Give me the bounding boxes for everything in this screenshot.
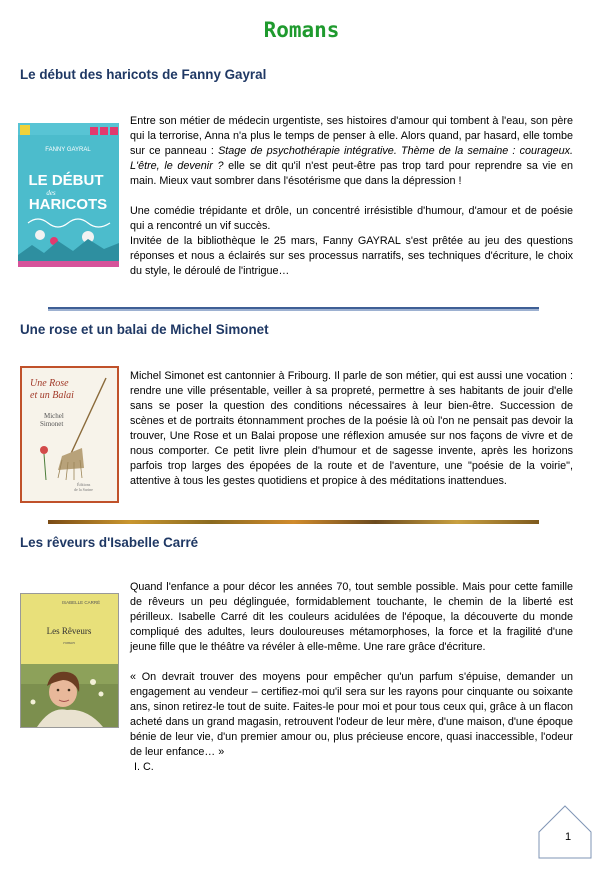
section-divider-ornamental bbox=[48, 520, 539, 524]
cover-title-line1: LE DÉBUT bbox=[28, 172, 104, 189]
book-cover-rose-balai-art bbox=[22, 368, 117, 501]
book-summary-reveurs bbox=[130, 580, 573, 775]
page-title: Romans bbox=[263, 18, 340, 42]
summary-haricots-quote: Stage de psychothérapie intégrative. Thème de la semaine : courageux. L'être, le devenir ? bbox=[130, 145, 574, 172]
book-cover-haricots bbox=[18, 123, 119, 267]
cover2-title-line1: Une Rose bbox=[30, 378, 69, 389]
book-cover-reveurs-art bbox=[21, 594, 118, 727]
book-cover-reveurs bbox=[20, 593, 119, 728]
summary-reveurs-text: Quand l'enfance a pour décor les années 70, tout semble possible. Mais pour cette famille de rêveurs un peu déglinguée, formidablement touchante, le chemin de la liberté est périlleux. Isabelle Carré dit les couleurs acidulées de l'époque, la découverte du monde compliqué des adultes, leurs douloureuses métamorphoses, la force et la fragilité d'une jeune fille que le théâtre va révéler à elle-même. Une rare grâce d'écriture. bbox=[130, 581, 573, 653]
cover3-author: ISABELLE CARRÉ bbox=[61, 600, 101, 605]
cover2-publisher-line1: Éditions bbox=[77, 482, 91, 487]
cover2-author-line1: Michel bbox=[44, 412, 64, 420]
book-cover-rose-balai bbox=[20, 366, 119, 503]
cover-title-line2: des bbox=[46, 189, 56, 197]
book-heading-haricots: Le début des haricots de Fanny Gayral bbox=[20, 67, 267, 82]
summary-reveurs-signature: I. C. bbox=[134, 761, 154, 773]
cover-author-text: FANNY GAYRAL bbox=[45, 147, 91, 153]
page-number: 1 bbox=[565, 831, 572, 843]
book-heading-rose-balai: Une rose et un balai de Michel Simonet bbox=[20, 322, 269, 337]
cover3-title: Les Rêveurs bbox=[46, 626, 92, 636]
cover-title-line3: HARICOTS bbox=[28, 196, 108, 213]
book-heading-reveurs: Les rêveurs d'Isabelle Carré bbox=[20, 535, 199, 550]
summary-haricots-comedy: Une comédie trépidante et drôle, un concentré irrésistible d'humour, d'amour et de poésie qui a rencontré un vif succès. bbox=[130, 205, 573, 232]
book-summary-haricots bbox=[130, 114, 573, 279]
cover2-author-line2: Simonet bbox=[40, 420, 64, 428]
book-summary-rose-balai: Michel Simonet est cantonnier à Fribourg. Il parle de son métier, qui est aussi une vocation : rendre une ville présentable, veiller à sa propreté, permettre à ses habitants de jouir d'elle sans se poser la question des conditions nécessaires à leur bien-être. Succession de scènes et de portraits étonnamment proches de la poésie là où l'on ne pensait pas devoir la trouver, Une Rose et un Balai propose une réflexion amusée sur nos façons de vivre et de nous comporter. Ce petit livre plein d'humour et de sagesse invente, après les horizons parfois trop larges des épopées de la route et de l'aventure, une "poésie de la voirie", attentive à tous les gestes quotidiens et propice à des méditations inattendues. bbox=[130, 370, 573, 487]
cover2-publisher-line2: de la Sarine bbox=[74, 487, 93, 492]
summary-haricots-part1: Entre son métier de médecin urgentiste, ses histoires d'amour qui tombent à l'eau, son père qui la terrorise, Anna n'a plus le temps de penser à elle. Alors quand, par hasard, elle tombe sur ce panneau : bbox=[130, 115, 573, 157]
summary-reveurs-quote: « On devrait trouver des moyens pour empêcher qu'un parfum s'épuise, demander un engagement au vendeur – certifiez-moi qu'il sera sur les rayons pour cinquante ou soixante ans, sinon retirez-le tout de suite. Faites-le pour moi et pour tous ceux qui, grâce à un flacon acheté dans un grand magasin, retrouvent l'odeur de leur mère, d'une maison, d'une époque bénie de leur vie, d'un premier amour ou, plus précieuse encore, quasi inaccessible, l'odeur de leur enfance… » bbox=[130, 671, 573, 758]
cover2-title-line2: et un Balai bbox=[30, 390, 74, 401]
section-divider-blue bbox=[48, 307, 539, 311]
cover3-subtitle: roman bbox=[63, 640, 75, 645]
book-cover-haricots-art bbox=[18, 123, 119, 267]
summary-haricots-part3: elle se dit qu'il n'est peut-être pas trop tard pour reprendre sa vie en main. Mieux vaut sombrer dans l'ésotérisme que dans la dépression ! bbox=[130, 160, 573, 187]
summary-haricots-invitation: Invitée de la bibliothèque le 25 mars, Fanny GAYRAL s'est prêtée au jeu des questions réponses et nous a éclairés sur ses processus narratifs, ses techniques d'écriture, le choix du style, le déroulé de l'intrigue… bbox=[130, 235, 573, 277]
